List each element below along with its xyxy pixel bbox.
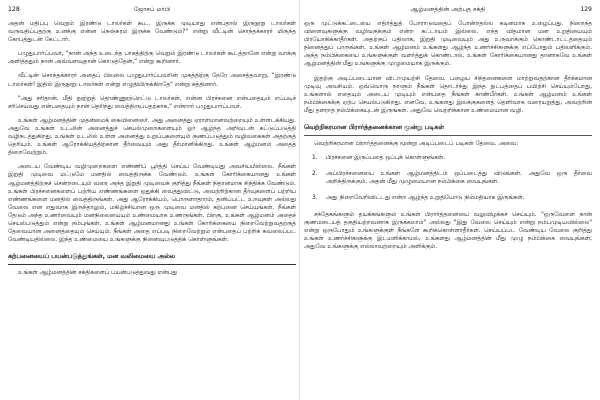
- right-page-body: [304, 20, 592, 251]
- step-text: அது நிறைவேறிவிட்டது என்ற ஆழ்ந்த உறுதியோடு நிம்மதியாக இருங்கள்.: [326, 195, 525, 202]
- right-section-heading: வெற்றிகரமான பிரார்த்தனைக்கான மூன்று படிகள்: [304, 121, 592, 136]
- right-paragraph-1: ஒரு முட்டுக்கட்டையை எதிர்த்துத் போராடுவதைப் போன்றதல்ல கடினமாக உழைப்பது. நிறைந்த விளைவுகளுக்கு வழிவகுக்கும் என்ற கட்டாயம் இல்லை. எந்த விதமான மன உறுதியையும் பிரயோகிக்காதீர்கள். அதற்குப் பதிலாக, இறுதி முடிவையும் அது உருவாக்கும் கொண்டாட்டத்தையும் நினைத்துப் பாருங்கள். உங்கள் ஆழ்மனம் உங்களது ஆழ்ந்த உணர்ச்சிகளுக்கு எப்போதும் பதிலளிக்கும். அந்த நம்பிக்கையை உங்களுக்குள் வளர்த்துக் கொண்டால், உங்கள் கோரிக்கையானது தானாகவே உங்கள் ஆழ்மனத்தின் மீது உங்களுக்கு முழுமையாக இருக்கும்.: [304, 21, 592, 68]
- left-paragraph-2: பழுதுபார்ப்பவர், "நான் அந்த உடைந்த பாகத்திற்கு வெறும் இரண்டு டாலர்கள் கூடத்தானே என்று வாக்கு அளித்ததும் நான் அவ்வளவுதான் கொடுத்தேன்," என்று கூறினார்.: [8, 51, 296, 66]
- right-page-header: [304, 3, 592, 17]
- left-section-first-line: உங்கள் ஆழ்மனத்தின் சக்திகளைப் பயன்படுத்துவது என்பது: [18, 270, 178, 277]
- step-number: 2.: [312, 171, 318, 178]
- left-paragraph-1: அதன் மதிப்பு வெறும் இரண்டு டாலர்கள் கூட. இருக்க முடியாது என்பதால் இருநூறு டாலர்கள் வருவதிப்பதற்கு உனக்கு என்ன நெஞ்சுரம் இருக்க வேண்டும்?" என்று வீட்டின் சொந்தக்காரர் மிகுந்த கோபத்துடன் கேட்டார்.: [8, 21, 296, 44]
- right-page: [304, 0, 592, 400]
- step-text: பிரச்சனை இருப்பதை ஒப்புக் கொள்ளுங்கள்.: [326, 155, 446, 162]
- step-number: 1.: [312, 155, 318, 162]
- left-paragraph-6: அடைய வேண்டிய வழிமுறைகளை எண்ணிப் பூர்த்தி செய்ய வேண்டியது அவசியமில்லை. நீங்கள் இறுதி முடிவை மட்டுமே மனதில் வைத்திருக்க வேண்டும். உங்கள் கோரிக்கையானது உங்கள் ஆழ்மனத்திற்குச் சென்றடையும் வரை அந்த இறுதி முடிவைக் குறித்து நீங்கள் நிதானமாக சிந்திக்க வேண்டும். உங்கள் பிரச்சனைகளைப் பற்றிய எண்ணங்களை ஒதுக்கி வைத்துவிட்டு, அவற்றிற்கான தீர்வுகளைப் பற்றிய எண்ணங்களை மனதில் வைத்திருங்கள். அது ஆரோக்கியம், பொருளாதாரம், தனிப்பட்ட உறவுகள் அல்லது வேலை என எதுவாக இருந்தாலும், மகிழ்ச்சியான ஒரு முடிவை மனதில் கற்பனை செய்யுங்கள். நீங்கள் தேடும் அந்த உணர்வையும் மனநிலையையும் உண்மையாக உணருங்கள். பிறகு, உங்கள் ஆழ்மனம் அதைச் செயல்படுத்தும் என்று நம்புங்கள். உங்கள் ஆழ்மனமானது உங்கள் கோரிக்கையை நிறைவேற்றுவதற்குத் தேவையான அனைத்தையும் செய்யும். நீங்கள் அதை எப்படி நிறைவேற்றும் என்பதைப் பற்றிக் கவலைப்பட வேண்டியதில்லை. இந்த உண்மையை உங்களுக்கு நினைவுபடுத்திக் கொள்ளுங்கள்.: [8, 164, 296, 244]
- step-text: அப்பிரச்சனையை உங்கள் ஆழ்மனத்திடம் ஒப்படைத்து விடுங்கள். அதுவே ஒரு தீர்வை அறிந்திருக்கும். அதன் மீது முழுமையான நம்பிக்கை வையுங்கள்.: [326, 171, 592, 186]
- left-running-title: ஜோசப் மர்பி: [133, 6, 171, 13]
- right-closing-paragraph: சந்தேகங்களும் தயக்கங்களும் உங்கள் பிரார்த்தனையை வலுவிழக்கச் செய்யும். "ஒருவேளை நான் குணமடையத் தகுதியற்றவனாக இருக்கலாம்" அல்லது "இது வேலை செய்யும் என்று நம்பமுடியவில்லை" என்று ஒருபோதும் உங்களுக்குள் நீங்களே கூறிக்கொள்ளாதீர்கள். செய்யப்பட வேண்டிய வேலை குறித்து உங்கள் உணர்ச்சிகளுக்கு இடமளிக்காமல், உங்களது ஆழ்மனத்தின் மீது முழு நம்பிக்கை வையுங்கள்; அதுவே உங்களுக்கு எல்லாவற்றையும் அளிக்கும்.: [304, 211, 592, 250]
- right-paragraph-2: இதற்கு அடிப்படையான விடாமுயற்சி தேவை. பழைய சிந்தனைகளை மாற்றுவதற்கான தீர்க்கமான முடிவு அவசியம். ஒவ்வொரு நாளும் நீங்கள் தொடர்ந்து இந்த நுட்பத்தைப் பயிற்சி செய்யும்போது, உங்களால் எதையும் அடைய முடியும் என்பதை நீங்கள் காண்பீர்கள். உங்கள் ஆழ்மனம் உங்கள் நம்பிக்கைக்கு ஏற்ப செயல்படுகிறது. எனவே, உங்களது இலக்குகளைத் தெளிவாக வரையறுத்து, அவற்றின் மீது தளராத நம்பிக்கையுடன் இருங்கள். அதுவே வெற்றிக்கான உண்மையான வழி.: [304, 75, 592, 114]
- left-page-header: [8, 3, 296, 17]
- left-page: [8, 0, 296, 400]
- step-number: 3.: [312, 195, 318, 202]
- step-item: [304, 170, 592, 186]
- steps-list: [304, 154, 592, 202]
- right-section-intro: வெற்றிகரமான பிரார்த்தனைக்கு மூன்று அடிப்படைப் படிகள் தேவை. அவை:: [314, 141, 519, 148]
- left-page-number: 128: [8, 6, 20, 13]
- right-running-title: ஆழ்மனத்தின் அற்புத சக்தி: [410, 6, 486, 13]
- left-paragraph-5: உங்கள் ஆழ்மனத்தின் முதன்மைக் கைவினைஞர். அது அனைத்து ஏராளமானவற்றையும் உள்ளடக்கியது. அதுவே உங்கள் உடலின் அனைத்துச் செயல்முறைகளையும் ஓர் ஆழ்ந்த அறிவுடன் கட்டுப்படுத்தி வழிநடத்துகிறது. உங்கள் உடலில் உள்ள அனைத்து உறுப்புகளையும் குணப்படுத்தும் வழிவகைகள் அதற்குத் தெரியும். உங்கள் ஆரோக்கியத்திற்கான தீர்வையும் அது தீர்மானிக்கிறது. உங்கள் ஆழ்மனம் அதைத் திறைவேற்றும்.: [8, 117, 296, 157]
- left-section-heading: கற்பனையைப் பயன்படுத்துங்கள், மன வலிமையை அல்ல: [8, 250, 296, 265]
- page-gutter: [299, 0, 300, 400]
- left-paragraph-4: "அது சரிதான். மீதி நூற்றுத் தொண்ணூற்றெட்டு டாலர்கள், என்ன பிரச்சனை என்பதையும் எப்படிச் சரிசெய்வது என்பதையும் நான் தெரிந்து வைத்திருப்பதற்காக," என்றார் பழுதுபார்ப்பவர்.: [8, 95, 296, 110]
- step-item: [304, 194, 592, 202]
- left-paragraph-3: வீட்டின் சொந்தக்காரர் அதைப் பிலலை பழுதுபார்ப்பவரின் முகத்திற்கு நேரே அசைத்தவாறு, "இரண்டு டாலர்கள்! இதில் இருநூறு டாலர்கள் என்று எழுதியிருக்கிறதே" என்று கத்தினார்.: [8, 73, 296, 88]
- left-page-body: [8, 20, 296, 277]
- step-item: [304, 154, 592, 162]
- right-page-number: 129: [580, 6, 592, 13]
